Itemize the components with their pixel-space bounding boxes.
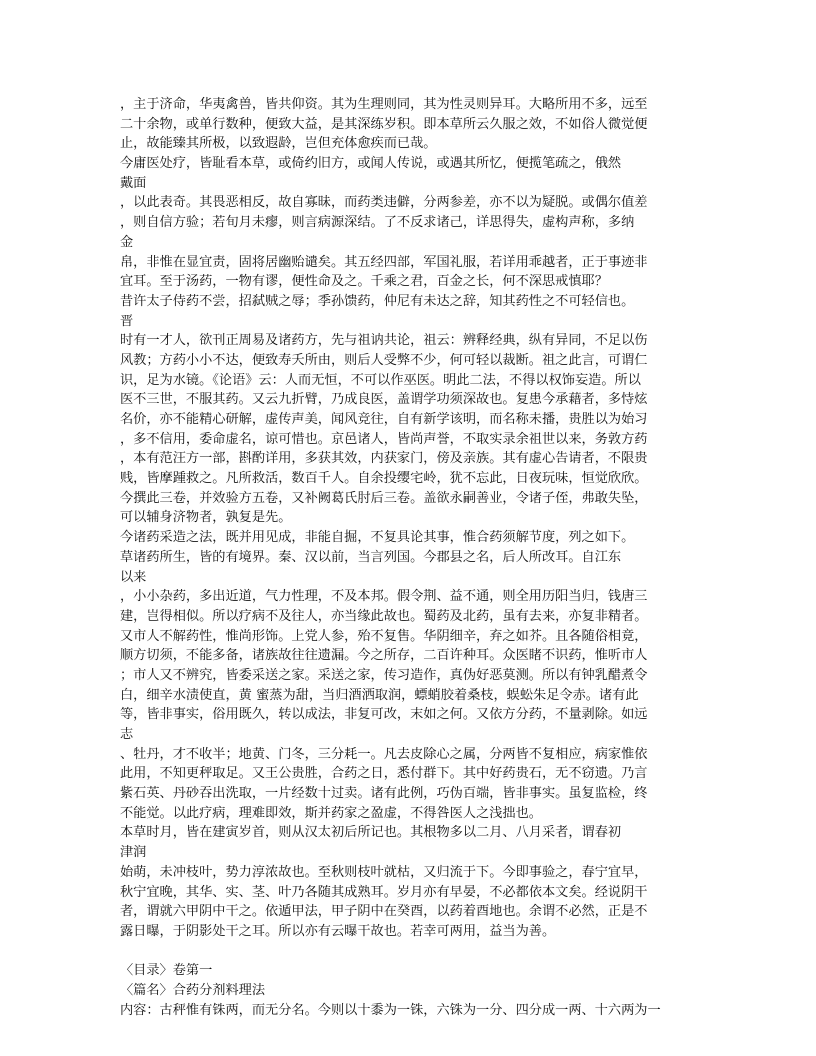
text-line: 本草时月，皆在建寅岁首，则从汉太初后所记也。其根物多以二月、八月采者，谓春初: [120, 825, 622, 841]
text-line: 、牡丹，才不收半；地黄、门冬，三分耗一。凡去皮除心之属，分两皆不复相应，病家惟依: [120, 746, 648, 762]
text-line: 晋: [120, 313, 134, 329]
text-line: 止，故能臻其所极，以致遐龄，岂但充体愈疾而已哉。: [120, 136, 437, 152]
text-line: 不能觉。以此疗病，理难即效，斯并药家之盈虚，不得咎医人之浅拙也。: [120, 805, 542, 821]
text-line: 识，足为水镜。《论语》云：人而无恒，不可以作巫医。明此二法，不得以权饰妄造。所以: [120, 372, 641, 388]
text-line: 顺方切须，不能多备，诸族故往往遗漏。今之所存，二百许种耳。众医睹不识药，惟听市人: [120, 648, 648, 664]
text-line: 秋宁宜晚，其华、实、茎、叶乃各随其成熟耳。岁月亦有早晏，不必都依本文矣。经说阴干: [120, 884, 648, 900]
text-line: ，小小杂药，多出近道，气力性理，不及本邦。假令荆、益不通，则全用历阳当归，钱唐三: [120, 589, 648, 605]
text-line: 戴面: [120, 175, 147, 191]
text-line: 建，岂得相似。所以疗病不及往人，亦当缘此故也。蜀药及北药，虽有去来，亦复非精者。: [120, 608, 648, 624]
text-line: 津润: [120, 845, 147, 861]
text-line: 风教；方药小小不达，便致寿夭所由，则后人受弊不少，何可轻以裁断。祖之此言，可谓仁: [120, 352, 648, 368]
text-line: ，多不信用，委命虚名，谅可惜也。京邑诸人，皆尚声誉，不取实录余祖世以来，务敦方药: [120, 431, 648, 447]
text-line: 等，皆非事实，俗用既久，转以成法，非复可改，末如之何。又依方分药，不量剥除。如远: [120, 707, 648, 723]
text-line: 可以辅身济物者，孰复是先。: [120, 510, 292, 526]
text-line: 名价，亦不能精心研解，虚传声美，闻风竞往，自有新学该明，而名称未播，贵胜以为始习: [120, 412, 648, 427]
text-line: 金: [120, 234, 134, 250]
text-line: ，则自信方验；若旬月未瘳，则言病源深结。了不反求诸己，详思得失，虚构声称，多纳: [120, 215, 635, 231]
text-line: 内容：古秤惟有铢两，而无分名。今则以十黍为一铢，六铢为一分、四分成一两、十六两为一: [120, 1002, 661, 1018]
text-line: 者，谓就六甲阴中干之。依遁甲法，甲子阴中在癸酉，以药着酉地也。余谓不必然，正是不: [120, 904, 648, 920]
text-line: 始萌，未冲枝叶，势力淳浓故也。至秋则枝叶就枯，又归流于下。今即事验之，春宁宜早，: [120, 864, 648, 880]
text-line: ，本有范汪方一部，斟酌详用，多获其效，内获家门，傍及亲族。其有虚心告请者，不限贵: [120, 451, 648, 467]
text-line: 又市人不解药性，惟尚形饰。上党人参，殆不复售。华阴细辛，弃之如芥。且各随俗相竟，: [120, 628, 648, 644]
text-line: 今撰此三卷，并效验方五卷，又补阙葛氏肘后三卷。盖欲永嗣善业，令诸子侄，弗敢失坠，: [120, 490, 648, 506]
text-line: 帛，非惟在显宜责，固将居幽贻谴矣。其五经四部，军国礼服，若详用乖越者，正于事迹非: [120, 254, 648, 270]
text-line: 露日曝，于阴影处干之耳。所以亦有云曝干故也。若幸可两用，益当为善。: [120, 923, 556, 939]
text-line: 以来: [120, 569, 147, 585]
text-line: ；市人又不辨究，皆委采送之家。采送之家，传习造作，真伪好恶莫测。所以有钟乳醋煮令: [120, 667, 648, 683]
text-line: 此用，不知更秤取足。又王公贵胜，合药之日，悉付群下。其中好药贵石，无不窃遗。乃言: [120, 766, 648, 782]
text-line: 〈篇名〉合药分剂料理法: [120, 982, 266, 998]
text-line: 医不三世，不服其药。又云九折臂，乃成良医，盖谓学功须深故也。复患今承藉者，多恃炫: [120, 392, 648, 408]
text-line: 二十余物，或单行数种，便致大益，是其深练岁积。即本草所云久服之效，不如俗人微觉便: [120, 116, 648, 132]
text-line: 〈目录〉卷第一: [120, 963, 213, 979]
text-line: 志: [120, 727, 134, 742]
document-page: [120, 95, 698, 1020]
text-line: ，以此表奇。其畏恶相反，故自寡昧，而药类违僻，分两参差，亦不以为疑脱。或偶尔值差: [120, 195, 648, 211]
text-line: ，主于济命，华夷禽兽，皆共仰资。其为生理则同，其为性灵则异耳。大略所用不多，远至: [120, 97, 648, 112]
text-line: 时有一才人，欲刊正周易及诸药方，先与祖讷共论，祖云：辨释经典，纵有异同，不足以伤: [120, 333, 648, 349]
text-line: 贱，皆摩踵救之。凡所救活，数百千人。自余投缨宅岭，犹不忘此，日夜玩味，恒觉欣欣。: [120, 471, 648, 487]
text-line: 今诸药采造之法，既并用见成，非能自掘，不复具论其事，惟合药须解节度，列之如下。: [120, 530, 635, 546]
text-line: 宜耳。至于汤药，一物有谬，便性命及之。千乘之君，百金之长，何不深思戒慎耶？: [120, 274, 608, 290]
text-line: 昔许太子侍药不尝，招弑贼之辱；季孙馈药，仲尼有未达之辞，知其药性之不可轻信也。: [120, 293, 635, 309]
text-line: 今庸医处疗，皆耻看本草，或倚约旧方，或闻人传说，或遇其所忆，便揽笔疏之，俄然: [120, 156, 622, 172]
text-line: 紫石英、丹砂吞出洗取，一片经数十过卖。诸有此例，巧伪百端，皆非事实。虽复监检，终: [120, 786, 648, 802]
blank-line: [120, 942, 698, 962]
text-line: 白，细辛水渍使直，黄 蜜蒸为甜，当归酒洒取润，螵蛸胶着桑枝，蜈蚣朱足令赤。诸有此: [120, 687, 639, 703]
text-line: 草诸药所生，皆的有境界。秦、汉以前，当言列国。今郡县之名，后人所改耳。自江东: [120, 549, 622, 565]
